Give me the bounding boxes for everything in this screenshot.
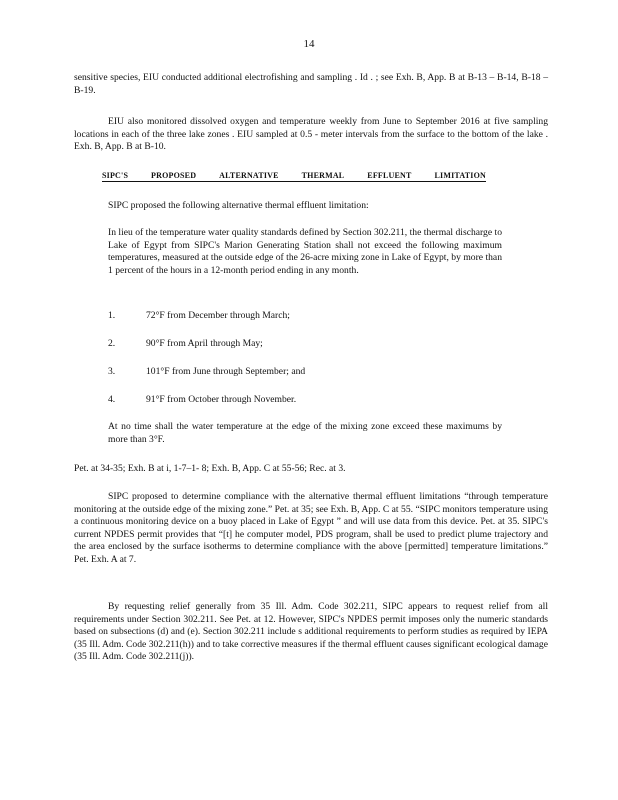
- paragraph-monitoring: EIU also monitored dissolved oxygen and temperature weekly from June to September 2016 at five sampling locations in each of the three lake zones . EIU sampled at 0.5 - meter intervals from the surface to the bottom of the lake . Exh. B, App. B at B-10.: [74, 116, 548, 153]
- quote-closing: At no time shall the water temperature at the edge of the mixing zone exceed these maximums by more than 3°F.: [108, 421, 502, 445]
- list-item: [108, 366, 305, 379]
- list-item-number: 1.: [108, 310, 116, 321]
- section-heading: [102, 171, 486, 182]
- heading-word: ALTERNATIVE: [219, 171, 279, 180]
- list-item-number: 3.: [108, 366, 116, 377]
- list-item: [108, 310, 290, 323]
- list-item-text: 90°F from April through May;: [146, 338, 263, 349]
- list-item-number: 4.: [108, 394, 116, 405]
- list-item-text: 72°F from December through March;: [146, 310, 290, 321]
- page-number: 14: [303, 38, 315, 50]
- paragraph-sampling: sensitive species, EIU conducted additional electrofishing and sampling . Id . ; see Exh. B, App. B at B-13 – B-14, B-18 – B-19.: [74, 72, 548, 96]
- heading-word: SIPC'S: [102, 171, 129, 180]
- quote-intro: SIPC proposed the following alternative thermal effluent limitation:: [108, 200, 369, 211]
- heading-word: PROPOSED: [151, 171, 197, 180]
- list-item: [108, 394, 296, 407]
- citation: Pet. at 34-35; Exh. B at i, 1-7–1- 8; Exh. B, App. C at 55-56; Rec. at 3.: [74, 463, 346, 474]
- quote-body: In lieu of the temperature water quality standards defined by Section 302.211, the thermal discharge to Lake of Egypt from SIPC's Marion Generating Station shall not exceed the following maximum temperatures, measured at the outside edge of the 26-acre mixing zone in Lake of Egypt, by more than 1 percent of the hours in a 12-month period ending in any month.: [108, 227, 502, 276]
- list-item-text: 91°F from October through November.: [146, 394, 297, 405]
- paragraph-relief: By requesting relief generally from 35 Ill. Adm. Code 302.211, SIPC appears to request relief from all requirements under Section 302.211. See Pet. at 12. However, SIPC's NPDES permit imposes only the numeric standards based on subsections (d) and (e). Section 302.211 include s additional requirements to perform studies as required by IEPA (35 Ill. Adm. Code 302.211(h)) and to take corrective measures if the thermal effluent causes significant ecological damage (35 Ill. Adm. Code 302.211(j)).: [74, 601, 548, 663]
- list-item: [108, 338, 263, 351]
- heading-word: THERMAL: [301, 171, 345, 180]
- paragraph-compliance: SIPC proposed to determine compliance with the alternative thermal effluent limitations “through temperature monitoring at the outside edge of the mixing zone.” Pet. at 35; see Exh. B, App. C at 55. “SIPC monitors temperature using a continuous monitoring device on a buoy placed in Lake of Egypt ” and will use data from this device. Pet. at 35. SIPC's current NPDES permit provides that “[t] he computer model, PDS program, shall be used to predict plume trajectory and the area enclosed by the surface isotherms to determine compliance with the above [permitted] temperature limitations.” Pet. Exh. A at 7.: [74, 491, 548, 565]
- list-item-text: 101°F from June through September; and: [146, 366, 306, 377]
- heading-word: LIMITATION: [434, 171, 486, 180]
- list-item-number: 2.: [108, 338, 116, 349]
- heading-word: EFFLUENT: [367, 171, 412, 180]
